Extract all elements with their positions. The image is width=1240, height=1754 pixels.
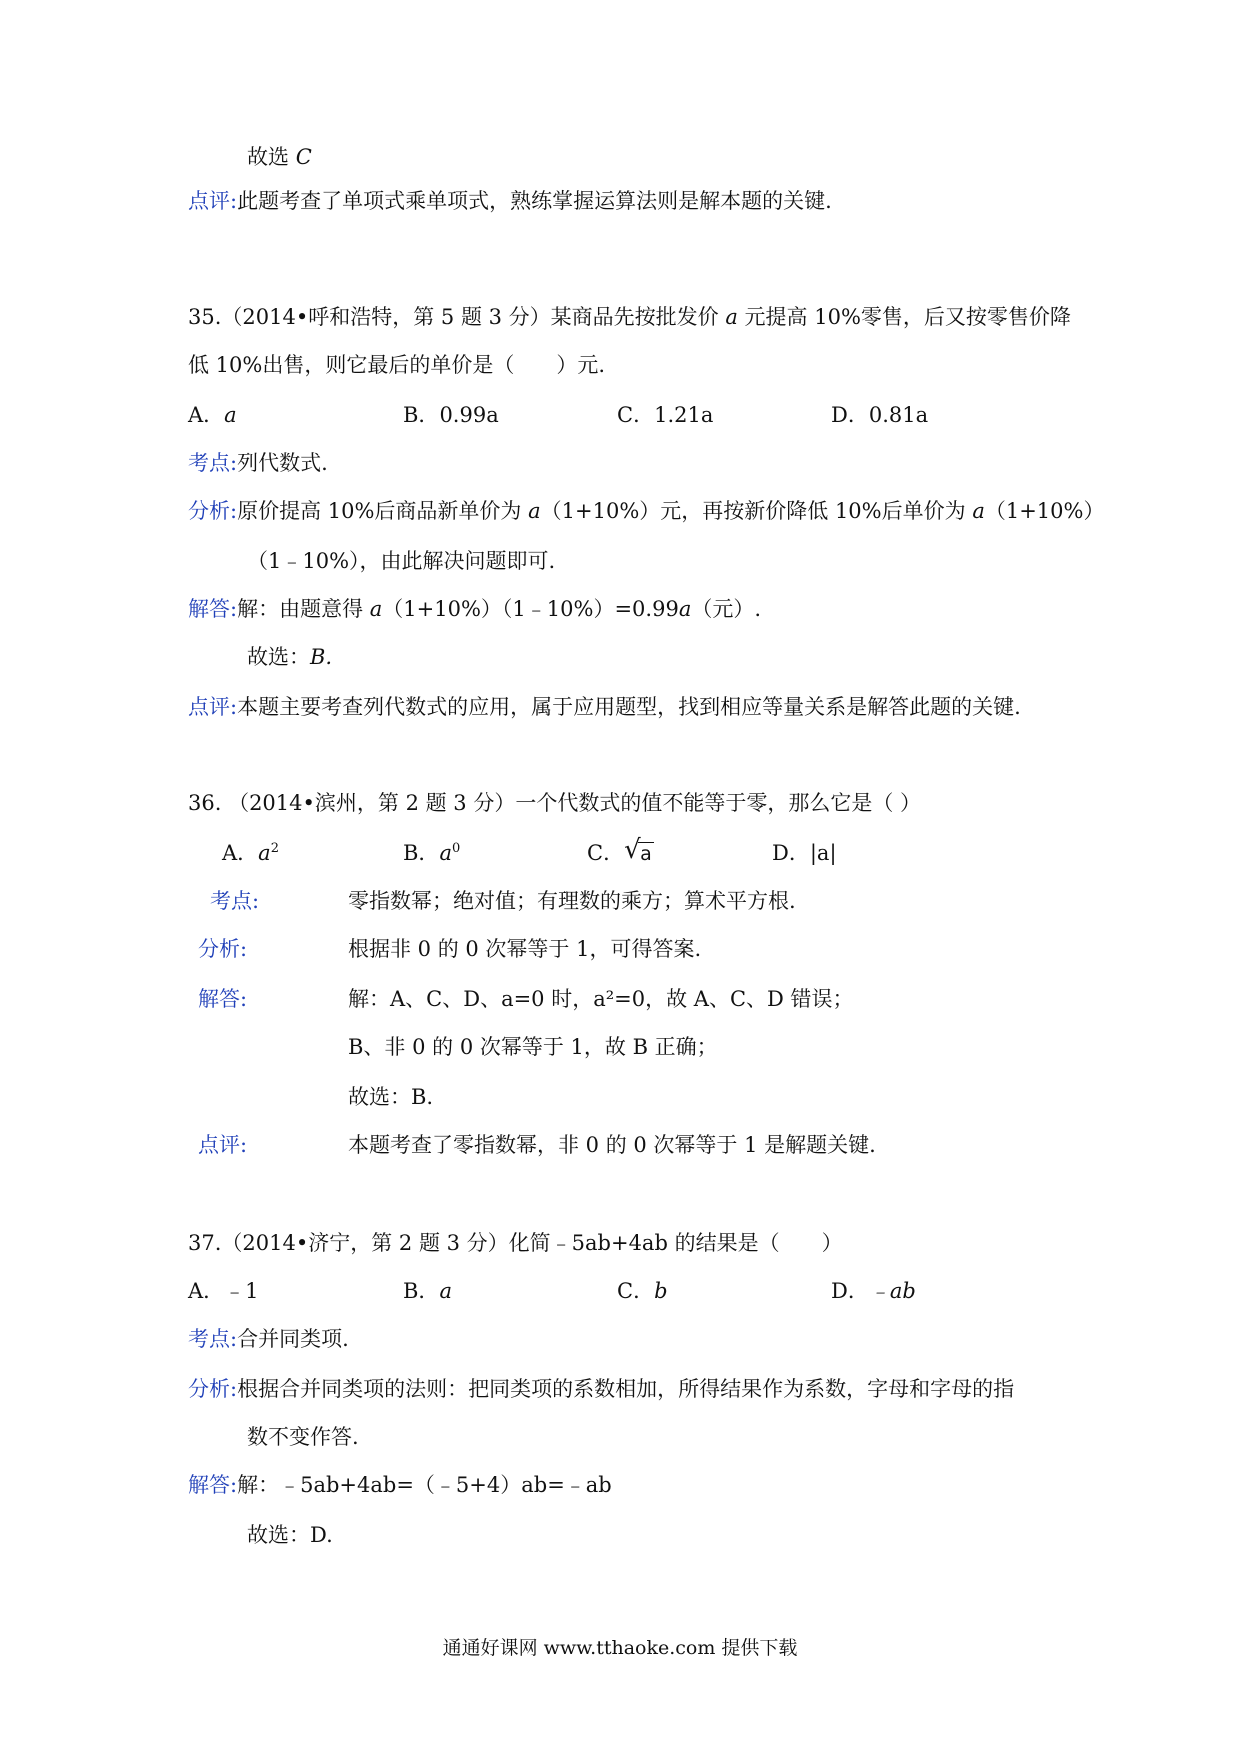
q36-option-b: B．$a^0$ xyxy=(403,841,461,865)
q37-option-b: B．a xyxy=(403,1279,452,1303)
previous-review: 点评:此题考查了单项式乘单项式，熟练掌握运算法则是解本题的关键. xyxy=(188,189,832,213)
q35-jieda: 解答:解：由题意得 a（1+10%）（1﹣10%）=0.99a（元）. xyxy=(188,597,762,621)
q37-fenxi: 分析:根据合并同类项的法则：把同类项的系数相加，所得结果作为系数，字母和字母的指 xyxy=(188,1377,1015,1401)
q36-jieda-line3: 故选：B. xyxy=(348,1085,434,1109)
q36-option-c: C． √ a xyxy=(587,838,654,869)
q35-option-c: C．1.21a xyxy=(617,403,714,427)
q37-option-c: C．b xyxy=(617,1279,668,1303)
q37-jieda: 解答:解：﹣5ab+4ab=（﹣5+4）ab=﹣ab xyxy=(188,1473,612,1497)
q37-fenxi-line2: 数不变作答. xyxy=(247,1425,359,1449)
q36-option-a: A．$a^2$ xyxy=(222,841,279,865)
q36-option-d: D．|a| xyxy=(772,841,837,865)
q35-option-d: D．0.81a xyxy=(831,403,929,427)
q37-header: 37.（2014•济宁，第 2 题 3 分）化简﹣5ab+4ab 的结果是（ ） xyxy=(188,1231,843,1255)
q36-fenxi-label: 分析: xyxy=(198,937,248,961)
q36-kaodian-label: 考点: xyxy=(210,889,260,913)
page-footer: 通通好课网 www.tthaoke.com 提供下载 xyxy=(442,1637,798,1659)
q35-fenxi-line2: （1﹣10%），由此解决问题即可. xyxy=(247,549,556,573)
q35-guxuan: 故选：B. xyxy=(247,645,333,669)
q36-pingping-text: 本题考查了零指数幂，非 0 的 0 次幂等于 1 是解题关键. xyxy=(348,1133,876,1157)
q35-fenxi: 分析:原价提高 10%后商品新单价为 a（1+10%）元，再按新价降低 10%后单价为 a（1+10%） xyxy=(188,499,1105,523)
q36-jieda-line1: 解：A、C、D、a=0 时，a²=0，故 A、C、D 错误； xyxy=(348,987,854,1011)
q37-guxuan: 故选：D. xyxy=(247,1523,333,1547)
review-label: 点评: xyxy=(188,189,238,213)
q36-pingping-label: 点评: xyxy=(198,1133,248,1157)
sqrt-symbol: √ a xyxy=(624,835,652,865)
q35-option-a: A．a xyxy=(188,403,237,427)
q36-kaodian-text: 零指数幂；绝对值；有理数的乘方；算术平方根. xyxy=(348,889,796,913)
q35-header: 35.（2014•呼和浩特，第 5 题 3 分）某商品先按批发价 a 元提高 10%零售，后又按零售价降 xyxy=(188,305,1071,329)
q35-pingping: 点评:本题主要考查列代数式的应用，属于应用题型，找到相应等量关系是解答此题的关键. xyxy=(188,695,1021,719)
q35-option-b: B．0.99a xyxy=(403,403,499,427)
q36-fenxi-text: 根据非 0 的 0 次幂等于 1，可得答案. xyxy=(348,937,702,961)
q36-jieda-line2: B、非 0 的 0 次幂等于 1，故 B 正确； xyxy=(348,1035,718,1059)
q35-header-line2: 低 10%出售，则它最后的单价是（ ）元. xyxy=(188,353,606,377)
previous-conclusion: 故选 C xyxy=(247,145,312,169)
q37-option-a: A．﹣1 xyxy=(188,1279,259,1303)
q35-kaodian: 考点:列代数式. xyxy=(188,451,328,475)
q36-jieda-label: 解答: xyxy=(198,987,248,1011)
q37-option-d: D．﹣ab xyxy=(831,1279,916,1303)
q36-header: 36. （2014•滨州，第 2 题 3 分）一个代数式的值不能等于零，那么它是（ ） xyxy=(188,791,921,815)
q37-kaodian: 考点:合并同类项. xyxy=(188,1327,349,1351)
